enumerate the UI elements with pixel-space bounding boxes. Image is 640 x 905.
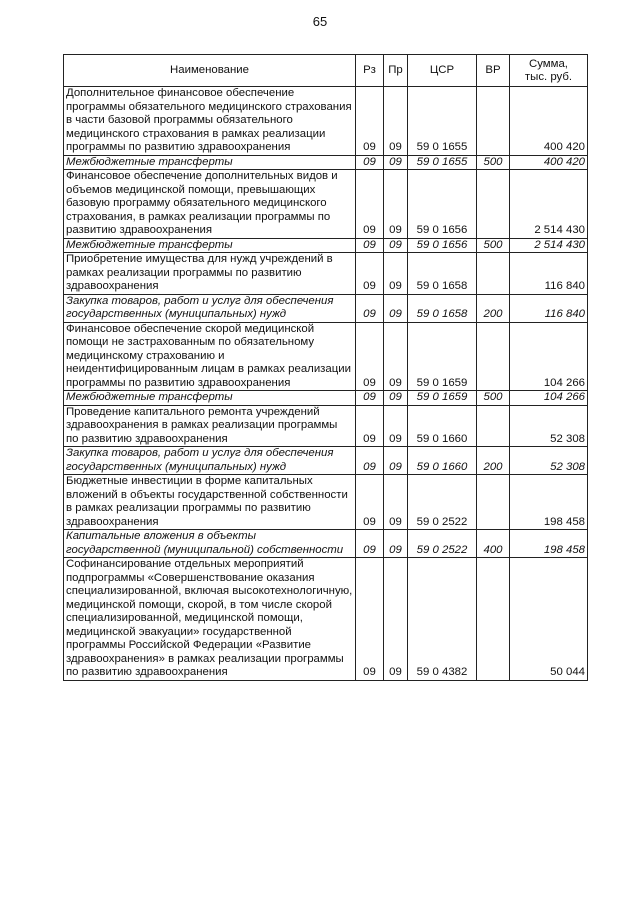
cell-vr	[477, 475, 510, 530]
cell-pr: 09	[384, 155, 408, 170]
cell-csr: 59 0 2522	[408, 475, 477, 530]
cell-csr: 59 0 4382	[408, 558, 477, 681]
table-row	[64, 155, 588, 170]
cell-csr: 59 0 1656	[408, 170, 477, 239]
table-row	[64, 530, 588, 558]
cell-vr	[477, 405, 510, 447]
table-row	[64, 475, 588, 530]
cell-vr: 500	[477, 238, 510, 253]
cell-csr: 59 0 2522	[408, 530, 477, 558]
header-csr: ЦСР	[408, 55, 477, 87]
cell-rz: 09	[356, 447, 384, 475]
cell-rz: 09	[356, 558, 384, 681]
cell-rz: 09	[356, 253, 384, 295]
cell-name: Бюджетные инвестиции в форме капитальных вложений в объекты государственной собственности в рамках реализации программы по развитию здравоохранения	[64, 475, 356, 530]
cell-name: Финансовое обеспечение скорой медицинской помощи не застрахованным по обязательному медицинскому страхованию и неидентифицированным лицам в рамках реализации программы по развитию здравоохранения	[64, 322, 356, 391]
cell-csr: 59 0 1658	[408, 253, 477, 295]
cell-vr	[477, 253, 510, 295]
cell-pr: 09	[384, 238, 408, 253]
header-name: Наименование	[64, 55, 356, 87]
cell-csr: 59 0 1655	[408, 155, 477, 170]
cell-pr: 09	[384, 322, 408, 391]
budget-table	[63, 54, 588, 681]
cell-pr: 09	[384, 405, 408, 447]
page-number: 65	[312, 14, 328, 29]
cell-sum: 104 266	[510, 322, 588, 391]
table-row	[64, 87, 588, 156]
header-amount-line2: тыс. руб.	[524, 70, 573, 83]
cell-csr: 59 0 1655	[408, 87, 477, 156]
cell-name: Межбюджетные трансферты	[64, 391, 356, 406]
cell-name: Приобретение имущества для нужд учреждений в рамках реализации программы по развитию здравоохранения	[64, 253, 356, 295]
table-header-row	[64, 55, 588, 87]
header-rz: Рз	[356, 55, 384, 87]
cell-name: Закупка товаров, работ и услуг для обеспечения государственных (муниципальных) нужд	[64, 294, 356, 322]
table-row	[64, 322, 588, 391]
cell-rz: 09	[356, 155, 384, 170]
table-row	[64, 294, 588, 322]
cell-vr: 500	[477, 391, 510, 406]
cell-name: Закупка товаров, работ и услуг для обеспечения государственных (муниципальных) нужд	[64, 447, 356, 475]
table-row	[64, 391, 588, 406]
cell-sum: 400 420	[510, 87, 588, 156]
cell-pr: 09	[384, 558, 408, 681]
cell-rz: 09	[356, 530, 384, 558]
cell-rz: 09	[356, 238, 384, 253]
cell-sum: 400 420	[510, 155, 588, 170]
table-row	[64, 170, 588, 239]
header-pr: Пр	[384, 55, 408, 87]
cell-sum: 198 458	[510, 530, 588, 558]
cell-pr: 09	[384, 253, 408, 295]
table-row	[64, 405, 588, 447]
cell-csr: 59 0 1659	[408, 391, 477, 406]
header-amount	[510, 55, 588, 87]
cell-sum: 116 840	[510, 253, 588, 295]
cell-csr: 59 0 1659	[408, 322, 477, 391]
cell-rz: 09	[356, 170, 384, 239]
table-row	[64, 447, 588, 475]
cell-pr: 09	[384, 475, 408, 530]
cell-name: Проведение капитального ремонта учреждений здравоохранения в рамках реализации программы по развитию здравоохранения	[64, 405, 356, 447]
cell-rz: 09	[356, 475, 384, 530]
cell-sum: 198 458	[510, 475, 588, 530]
header-amount-line1: Сумма,	[529, 57, 568, 70]
cell-sum: 104 266	[510, 391, 588, 406]
cell-vr	[477, 558, 510, 681]
cell-sum: 2 514 430	[510, 238, 588, 253]
table-row	[64, 238, 588, 253]
cell-sum: 116 840	[510, 294, 588, 322]
cell-vr: 200	[477, 294, 510, 322]
cell-sum: 52 308	[510, 447, 588, 475]
cell-csr: 59 0 1660	[408, 447, 477, 475]
cell-csr: 59 0 1658	[408, 294, 477, 322]
cell-vr: 200	[477, 447, 510, 475]
table-row	[64, 558, 588, 681]
cell-vr: 400	[477, 530, 510, 558]
cell-name: Капитальные вложения в объекты государственной (муниципальной) собственности	[64, 530, 356, 558]
cell-pr: 09	[384, 87, 408, 156]
cell-name: Межбюджетные трансферты	[64, 155, 356, 170]
header-vr: ВР	[477, 55, 510, 87]
cell-name: Софинансирование отдельных мероприятий подпрограммы «Совершенствование оказания специализированной, включая высокотехнологичную, медицинской помощи, скорой, в том числе скорой специализированной, медицинской помощи, медицинской эвакуации» государственной программы Российской Федерации «Развитие здравоохранения» в рамках реализации программы по развитию здравоохранения	[64, 558, 356, 681]
cell-sum: 2 514 430	[510, 170, 588, 239]
cell-csr: 59 0 1656	[408, 238, 477, 253]
cell-vr	[477, 170, 510, 239]
cell-sum: 52 308	[510, 405, 588, 447]
cell-rz: 09	[356, 391, 384, 406]
cell-name: Дополнительное финансовое обеспечение программы обязательного медицинского страхования в части базовой программы обязательного медицинского страхования в рамках реализации программы по развитию здравоохранения	[64, 87, 356, 156]
cell-rz: 09	[356, 87, 384, 156]
cell-vr: 500	[477, 155, 510, 170]
cell-rz: 09	[356, 294, 384, 322]
cell-pr: 09	[384, 447, 408, 475]
cell-sum: 50 044	[510, 558, 588, 681]
cell-rz: 09	[356, 322, 384, 391]
cell-csr: 59 0 1660	[408, 405, 477, 447]
cell-pr: 09	[384, 170, 408, 239]
cell-vr	[477, 87, 510, 156]
cell-pr: 09	[384, 294, 408, 322]
cell-name: Межбюджетные трансферты	[64, 238, 356, 253]
cell-rz: 09	[356, 405, 384, 447]
table-row	[64, 253, 588, 295]
cell-name: Финансовое обеспечение дополнительных видов и объемов медицинской помощи, превышающих базовую программу обязательного медицинского страхования, в рамках реализации программы по развитию здравоохранения	[64, 170, 356, 239]
cell-pr: 09	[384, 391, 408, 406]
cell-pr: 09	[384, 530, 408, 558]
cell-vr	[477, 322, 510, 391]
